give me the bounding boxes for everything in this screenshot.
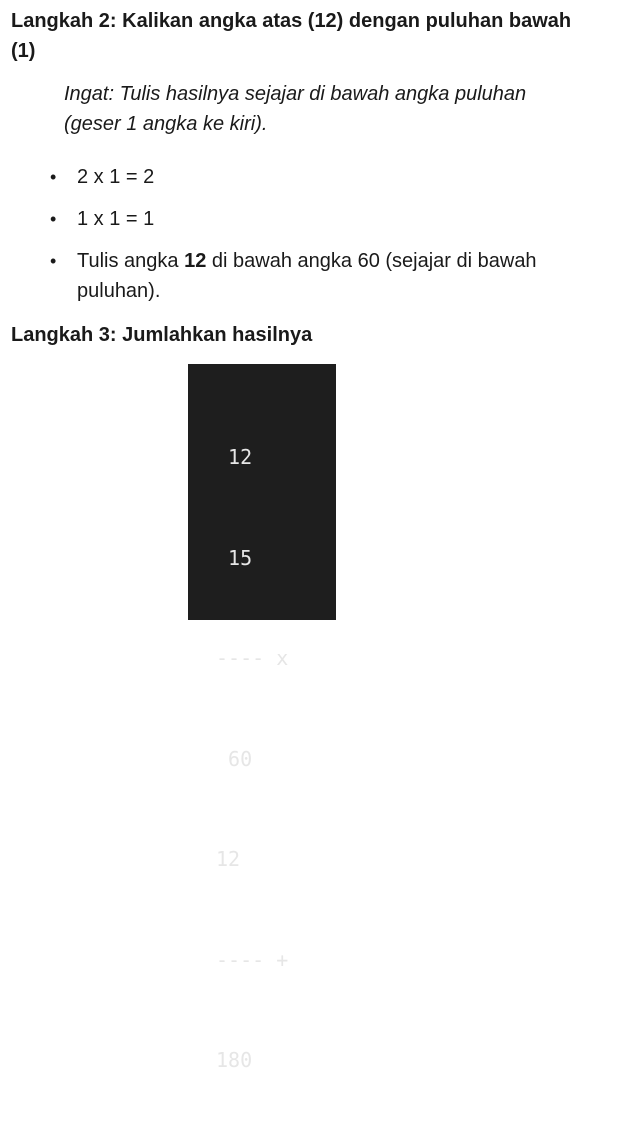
step-2-heading: Langkah 2: Kalikan angka atas (12) dengan puluhan bawah (1) <box>11 10 572 62</box>
step-2-note: Ingat: Tulis hasilnya sejajar di bawah angka puluhan (geser 1 angka ke kiri). <box>64 83 527 135</box>
calculation-code-block <box>188 364 336 1072</box>
list-item-text-after: di bawah angka 60 (sejajar di bawah puluhan). <box>77 250 537 302</box>
calc-line-result: 180 <box>216 1048 253 1072</box>
calc-line-partial-1: 60 <box>216 746 253 771</box>
bullet-icon: • <box>50 251 57 271</box>
list-item <box>0 204 607 234</box>
bullet-icon: • <box>50 167 57 187</box>
bullet-icon: • <box>50 209 57 229</box>
list-item-bold-number: 12 <box>184 250 207 272</box>
step-3-heading: Langkah 3: Jumlahkan hasilnya <box>11 324 313 346</box>
calc-line-multiply-divider: ---- x <box>216 646 289 670</box>
list-item-text: 2 x 1 = 2 <box>77 166 155 188</box>
list-item-text: 1 x 1 = 1 <box>77 208 155 230</box>
calc-line-partial-2: 12 <box>216 847 241 871</box>
calc-line-multiplicand: 12 <box>216 445 253 469</box>
step-2-list <box>0 162 621 306</box>
list-item-text-before: Tulis angka <box>77 250 185 272</box>
list-item <box>0 246 607 306</box>
list-item <box>0 162 607 192</box>
calc-line-sum-divider: ---- + <box>216 947 289 972</box>
calc-line-multiplier: 15 <box>216 545 253 570</box>
